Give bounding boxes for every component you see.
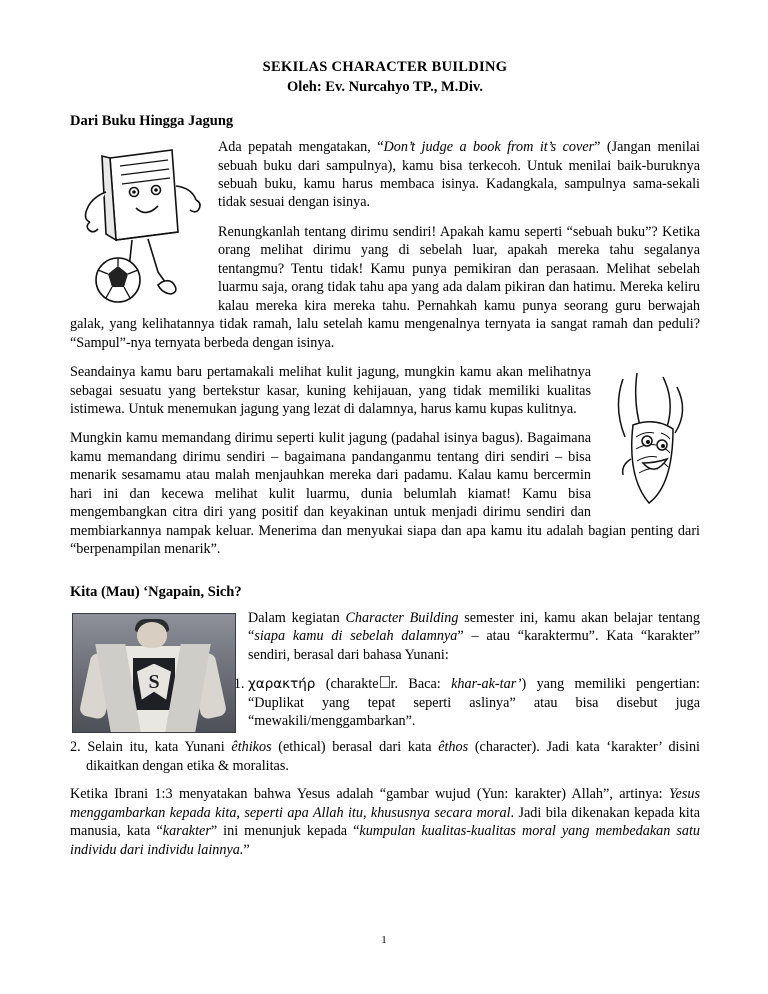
transliteration-pronunciation: khar-ak-tar’ xyxy=(451,676,522,692)
quote-inner-self: siapa kamu di sebelah dalamnya xyxy=(254,628,458,645)
book-character-illustration xyxy=(76,140,206,312)
paragraph-2: Renungkanlah tentang dirimu sendiri! Apakah kamu seperti “sebuah buku”? Ketika orang melihat dirimu yang di sebelah luar, apakah mereka tahu segalanya tentangmu? Tentu tidak! Kamu punya pemikiran dan perasaan. Melihat sebelah luarmu saja, orang tidak tahu apa yang ada dalam pikiran dan hatimu. Mereka keliru kalau mereka kira mereka tahu. Pernahkah kamu punya seorang guru berwajah galak, yang kelihatannya tidak ramah, lalu setelah kamu mengenalnya ternyata ia sangat ramah dan peduli? “Sampul”-nya ternyata berbeda dengan isinya. xyxy=(70,223,700,351)
closing-paragraph: Ketika Ibrani 1:3 menyatakan bahwa Yesus adalah “gambar wujud (Yun: karakter) Allah”, artinya: Yesus menggambarkan kepada kita, seperti apa Allah itu, khususnya secara moral. Jadi bila dikenakan kepada kita manusia, kata “karakter” ini menunjuk kepada “kumpulan kualitas-kualitas moral yang membedakan satu individu dari individu lainnya.” xyxy=(70,786,700,858)
page-author: Oleh: Ev. Nurcahyo TP., M.Div. xyxy=(287,78,483,95)
section-2-intro: Dalam kegiatan Character Building semester ini, kamu akan belajar tentang “siapa kamu di sebelah dalamnya” – atau “karaktermu”. Kata “karakter” sendiri, berasal dari bahasa Yunani: xyxy=(248,609,700,663)
greek-word-list-item-2: 2. Selain itu, kata Yunani êthikos (ethical) berasal dari kata êthos (character). Jadi kata ‘karakter’ disini dikaitkan dengan etika & moralitas. xyxy=(70,739,700,774)
quote-english: Don’t judge a book from it’s cover xyxy=(383,139,595,156)
paragraph-1: Ada pepatah mengatakan, “Don’t judge a book from it’s cover” (Jangan menilai sebuah buku dari sampulnya), kamu bisa terkecoh. Untuk menilai baik-buruknya sebuah buku, kamu harus membaca isinya. Kadangkala, sampulnya sama-sekali tidak sesuai dengan isinya. xyxy=(218,139,700,211)
section-1-continued xyxy=(70,363,700,570)
paragraph-4: Mungkin kamu memandang dirimu seperti kulit jagung (padahal isinya bagus). Bagaimana kamu memandang dirimu sendiri – bagaimana pandanganmu tentang diri sendiri – bisa menarik sesamamu atau malah menjauhkan mereka dari padamu. Kalau kamu bercermin hari ini dan kecewa melihat kulit luarmu, dunia belumlah kiamat! Kamu bisa mengembangkan citra diri yang positif dan keyakinan untuk menjadi dirimu sendiri dan membiarkannya nampak keluar. Menerima dan menyukai siapa dan apa kamu itu adalah bagian penting dari “berpenampilan menarik”. xyxy=(70,430,700,558)
missing-glyph-box-icon xyxy=(380,676,390,688)
closing-italic-3: kumpulan kualitas-kualitas moral yang membedakan satu individu dari individu lainnya. xyxy=(70,823,700,858)
transliteration-b: r. Baca: xyxy=(390,676,452,692)
transliteration-a: (charakte xyxy=(315,676,379,692)
section-1-body xyxy=(70,138,700,363)
closing-italic-2: karakter xyxy=(162,823,211,840)
superman-shirt-photo xyxy=(72,613,236,733)
page-title: SEKILAS CHARACTER BUILDING xyxy=(262,59,508,75)
definition-text: ) yang memiliki pengertian: “Duplikat yang tepat seperti aslinya” atau bisa disebut juga “mewakili/menggambarkan”. xyxy=(248,676,700,729)
greek-term-ethikos: êthikos xyxy=(231,739,272,756)
section-heading-1: Dari Buku Hingga Jagung xyxy=(70,113,234,130)
closing-italic-1: Yesus menggambarkan kepada kita, seperti apa Allah itu, khususnya secara moral xyxy=(70,786,700,821)
page-number: 1 xyxy=(381,934,387,946)
term-character-building: Character Building xyxy=(345,609,459,626)
photo-head xyxy=(137,622,167,648)
superman-emblem-letter: S xyxy=(148,670,160,693)
greek-term-ethos: êthos xyxy=(438,739,469,756)
paragraph-3: Seandainya kamu baru pertamakali melihat kulit jagung, mungkin kamu akan melihatnya sebagai sesuatu yang bertekstur kasar, kuning kehijauan, yang tidak memiliki kualitas istimewa. Untuk menemukan jagung yang lezat di dalamnya, harus kamu kupas kulitnya. xyxy=(70,364,591,418)
section-2-body xyxy=(70,609,700,739)
section-heading-2: Kita (Mau) ‘Ngapain, Sich? xyxy=(70,583,242,600)
greek-word: χαρακτήρ xyxy=(248,676,316,692)
corn-character-illustration xyxy=(603,367,698,517)
